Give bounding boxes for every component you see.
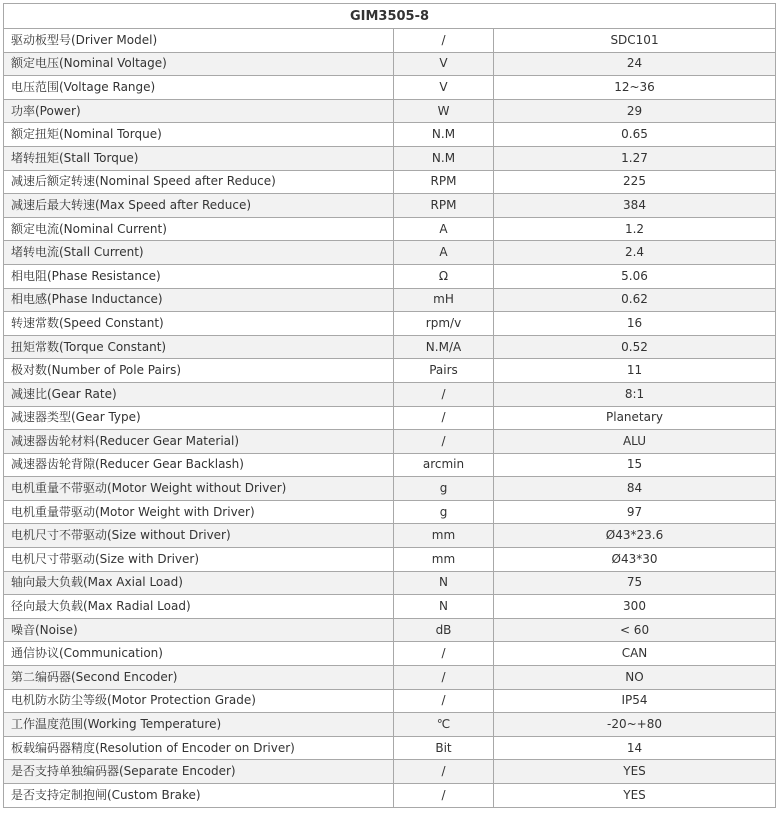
unit-cell: W [394,99,494,123]
table-row [4,666,776,690]
unit-cell: / [394,760,494,784]
table-row [4,29,776,53]
value-cell: YES [494,784,776,808]
value-cell: 84 [494,477,776,501]
param-cell: 堵转扭矩(Stall Torque) [4,146,394,170]
param-cell: 转速常数(Speed Constant) [4,312,394,336]
unit-cell: RPM [394,170,494,194]
param-cell: 额定扭矩(Nominal Torque) [4,123,394,147]
unit-cell: N.M [394,123,494,147]
unit-cell: N [394,595,494,619]
param-cell: 噪音(Noise) [4,618,394,642]
table-row [4,264,776,288]
table-row [4,524,776,548]
unit-cell: mm [394,524,494,548]
unit-cell: V [394,52,494,76]
param-cell: 功率(Power) [4,99,394,123]
param-cell: 电机重量不带驱动(Motor Weight without Driver) [4,477,394,501]
param-cell: 板载编码器精度(Resolution of Encoder on Driver) [4,736,394,760]
table-row [4,477,776,501]
param-cell: 电机防水防尘等级(Motor Protection Grade) [4,689,394,713]
value-cell: SDC101 [494,29,776,53]
param-cell: 极对数(Number of Pole Pairs) [4,359,394,383]
param-cell: 驱动板型号(Driver Model) [4,29,394,53]
unit-cell: ℃ [394,713,494,737]
table-row [4,217,776,241]
table-row [4,241,776,265]
value-cell: 8:1 [494,382,776,406]
param-cell: 工作温度范围(Working Temperature) [4,713,394,737]
param-cell: 径向最大负载(Max Radial Load) [4,595,394,619]
table-row [4,736,776,760]
param-cell: 电压范围(Voltage Range) [4,76,394,100]
param-cell: 减速器齿轮背隙(Reducer Gear Backlash) [4,453,394,477]
table-row [4,382,776,406]
value-cell: 300 [494,595,776,619]
value-cell: Ø43*23.6 [494,524,776,548]
value-cell: 384 [494,194,776,218]
unit-cell: N [394,571,494,595]
param-cell: 是否支持单独编码器(Separate Encoder) [4,760,394,784]
table-row [4,406,776,430]
unit-cell: mm [394,548,494,572]
unit-cell: N.M/A [394,335,494,359]
unit-cell: mH [394,288,494,312]
unit-cell: Bit [394,736,494,760]
param-cell: 额定电压(Nominal Voltage) [4,52,394,76]
table-row [4,99,776,123]
table-row [4,76,776,100]
unit-cell: / [394,784,494,808]
value-cell: 1.2 [494,217,776,241]
table-row [4,335,776,359]
value-cell: 15 [494,453,776,477]
table-row [4,689,776,713]
value-cell: 225 [494,170,776,194]
param-cell: 减速器齿轮材料(Reducer Gear Material) [4,430,394,454]
value-cell: 14 [494,736,776,760]
table-row [4,760,776,784]
spec-table-body [4,29,776,808]
param-cell: 减速后最大转速(Max Speed after Reduce) [4,194,394,218]
param-cell: 电机重量带驱动(Motor Weight with Driver) [4,500,394,524]
unit-cell: Pairs [394,359,494,383]
unit-cell: / [394,689,494,713]
unit-cell: dB [394,618,494,642]
value-cell: -20~+80 [494,713,776,737]
value-cell: Planetary [494,406,776,430]
table-row [4,123,776,147]
table-row [4,500,776,524]
value-cell: 16 [494,312,776,336]
unit-cell: rpm/v [394,312,494,336]
unit-cell: / [394,666,494,690]
table-row [4,713,776,737]
param-cell: 堵转电流(Stall Current) [4,241,394,265]
spec-table [3,3,776,808]
table-row [4,453,776,477]
table-row [4,548,776,572]
value-cell: 11 [494,359,776,383]
table-row [4,312,776,336]
param-cell: 相电感(Phase Inductance) [4,288,394,312]
unit-cell: / [394,29,494,53]
param-cell: 轴向最大负载(Max Axial Load) [4,571,394,595]
param-cell: 电机尺寸不带驱动(Size without Driver) [4,524,394,548]
table-row [4,618,776,642]
value-cell: 97 [494,500,776,524]
value-cell: 75 [494,571,776,595]
unit-cell: Ω [394,264,494,288]
table-row [4,194,776,218]
value-cell: 1.27 [494,146,776,170]
table-row [4,784,776,808]
value-cell: 0.62 [494,288,776,312]
value-cell: 2.4 [494,241,776,265]
unit-cell: arcmin [394,453,494,477]
table-row [4,571,776,595]
param-cell: 减速器类型(Gear Type) [4,406,394,430]
table-row [4,170,776,194]
value-cell: 0.65 [494,123,776,147]
value-cell: < 60 [494,618,776,642]
param-cell: 相电阻(Phase Resistance) [4,264,394,288]
table-row [4,288,776,312]
table-row [4,146,776,170]
unit-cell: / [394,382,494,406]
value-cell: ALU [494,430,776,454]
unit-cell: V [394,76,494,100]
value-cell: 24 [494,52,776,76]
param-cell: 通信协议(Communication) [4,642,394,666]
unit-cell: / [394,430,494,454]
value-cell: NO [494,666,776,690]
unit-cell: RPM [394,194,494,218]
value-cell: Ø43*30 [494,548,776,572]
value-cell: 29 [494,99,776,123]
table-row [4,595,776,619]
unit-cell: / [394,642,494,666]
value-cell: 5.06 [494,264,776,288]
unit-cell: N.M [394,146,494,170]
param-cell: 扭矩常数(Torque Constant) [4,335,394,359]
unit-cell: g [394,477,494,501]
table-row [4,642,776,666]
param-cell: 减速后额定转速(Nominal Speed after Reduce) [4,170,394,194]
param-cell: 额定电流(Nominal Current) [4,217,394,241]
unit-cell: / [394,406,494,430]
unit-cell: A [394,241,494,265]
value-cell: 0.52 [494,335,776,359]
table-row [4,359,776,383]
param-cell: 第二编码器(Second Encoder) [4,666,394,690]
param-cell: 是否支持定制抱闸(Custom Brake) [4,784,394,808]
unit-cell: g [394,500,494,524]
param-cell: 减速比(Gear Rate) [4,382,394,406]
value-cell: YES [494,760,776,784]
param-cell: 电机尺寸带驱动(Size with Driver) [4,548,394,572]
table-row [4,430,776,454]
value-cell: CAN [494,642,776,666]
unit-cell: A [394,217,494,241]
table-title: GIM3505-8 [4,4,776,29]
table-row [4,52,776,76]
table-header-row [4,4,776,29]
value-cell: IP54 [494,689,776,713]
value-cell: 12~36 [494,76,776,100]
